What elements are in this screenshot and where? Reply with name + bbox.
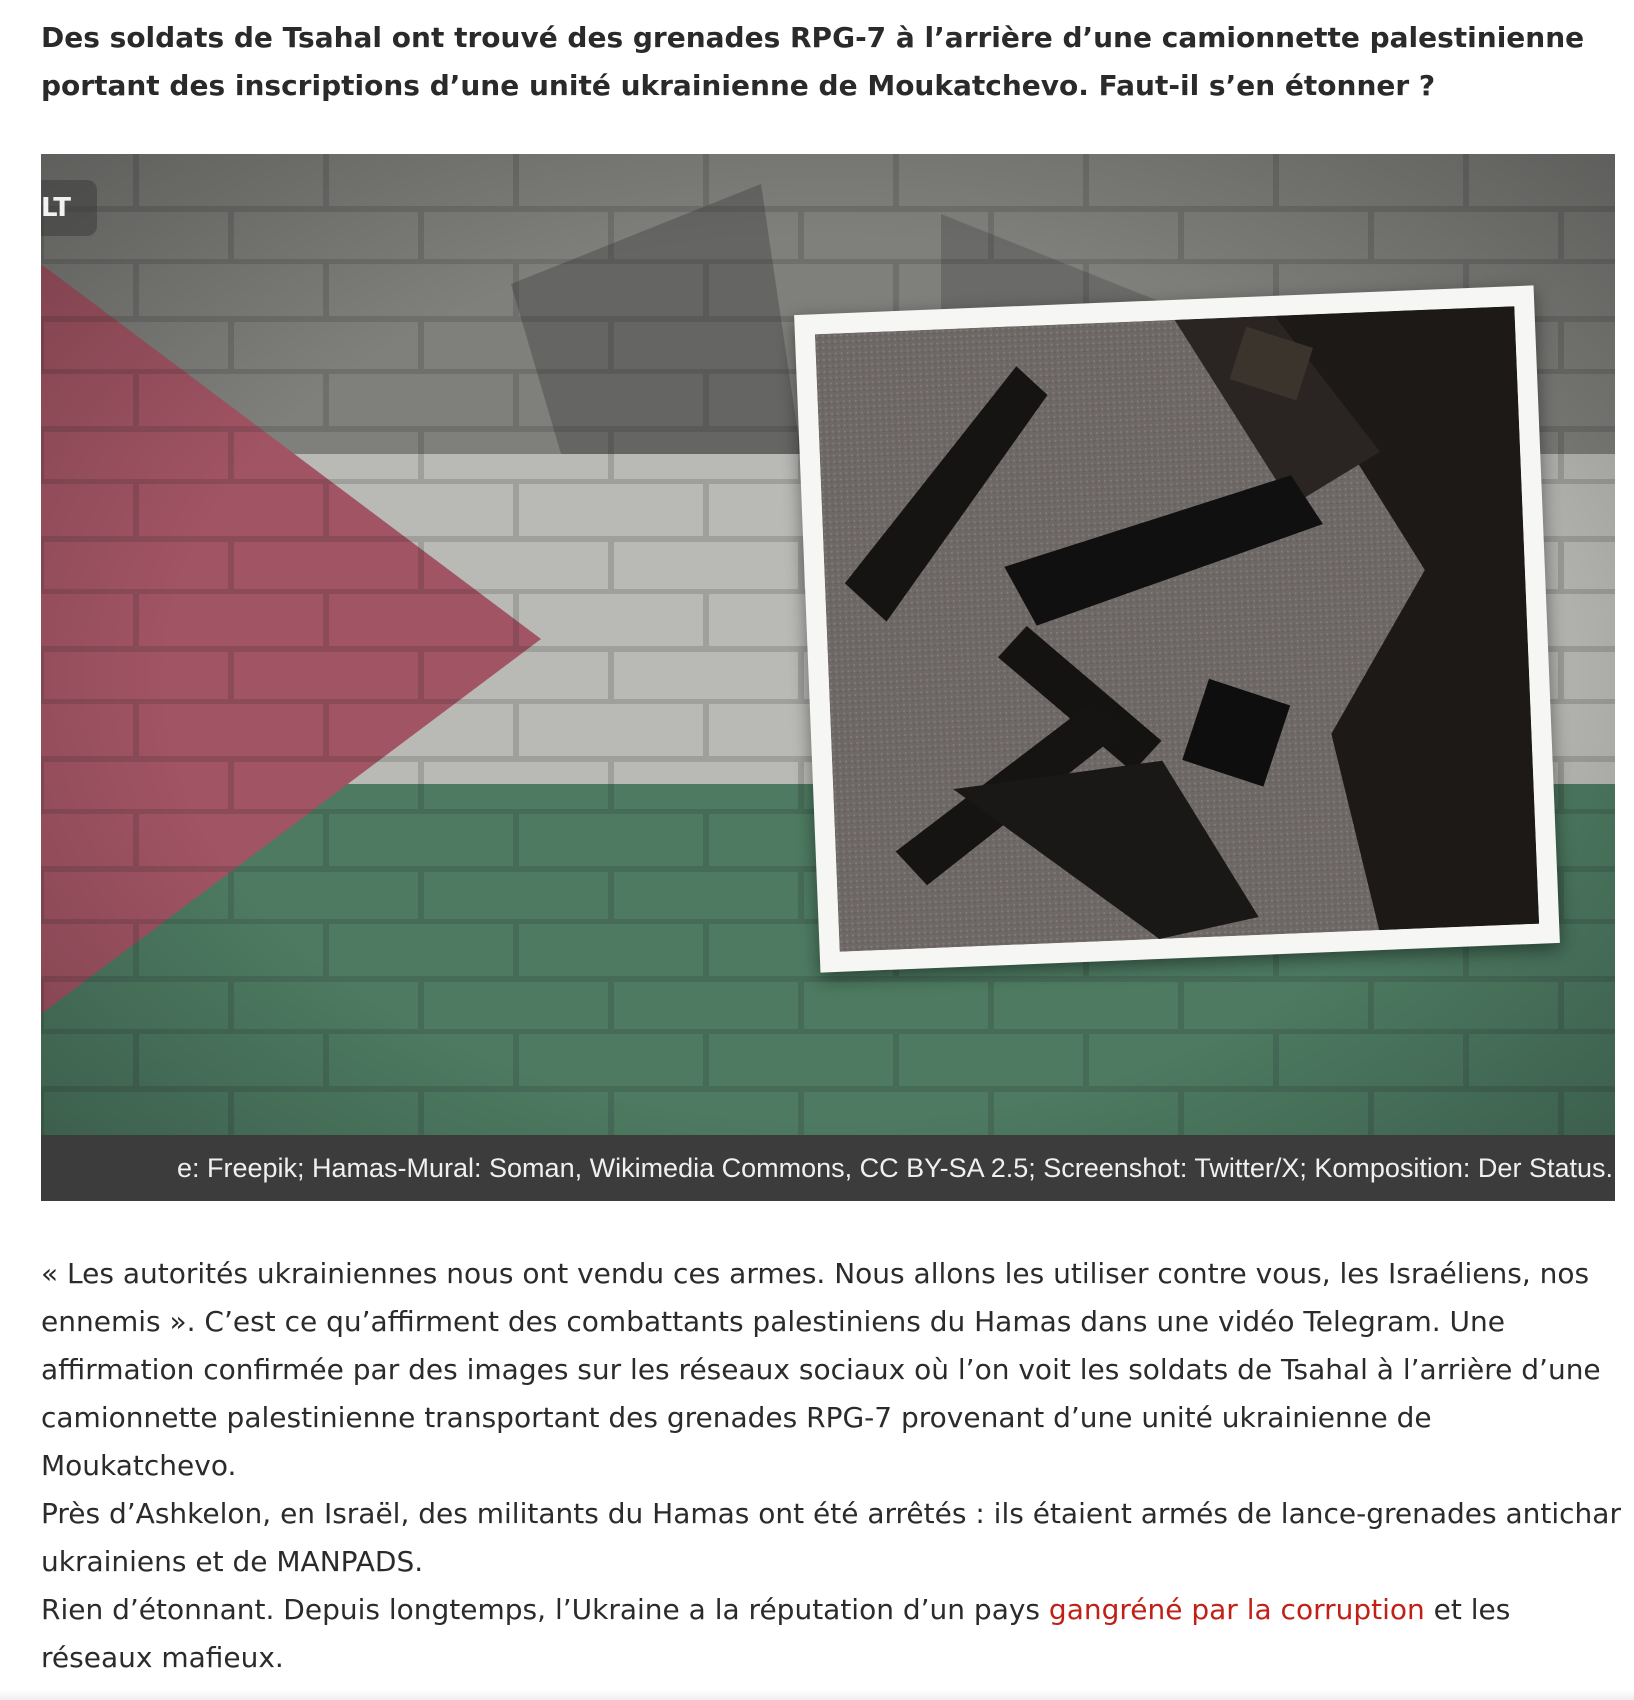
corruption-link[interactable]: gangréné par la corruption	[1048, 1593, 1425, 1626]
article-body	[41, 1250, 1621, 1682]
paragraph-text: Rien d’étonnant. Depuis longtemps, l’Ukraine a la réputation d’un pays	[41, 1593, 1049, 1626]
image-tag: LT	[41, 180, 97, 236]
image-credit-text: e: Freepik; Hamas-Mural: Soman, Wikimedia Commons, CC BY-SA 2.5; Screenshot: Twitter/X; Komposition: Der Status.	[176, 1153, 1613, 1183]
article-lead: Des soldats de Tsahal ont trouvé des grenades RPG-7 à l’arrière d’une camionnette palestinienne portant des inscriptions d’une unité ukrainienne de Moukatchevo. Faut-il s’en étonner ?	[41, 21, 1585, 102]
paragraph: « Les autorités ukrainiennes nous ont vendu ces armes. Nous allons les utiliser contre vous, les Israéliens, nos ennemis ». C’est ce qu’affirment des combattants palestiniens du Hamas dans une vidéo Telegram. Une affirmation confirmée par des images sur les réseaux sociaux où l’on voit les soldats de Tsahal à l’arrière d’une camionnette palestinienne transportant des grenades RPG-7 provenant d’une unité ukrainienne de Moukatchevo.	[41, 1257, 1601, 1482]
weapons-photo-inset	[794, 285, 1560, 972]
paragraph: Près d’Ashkelon, en Israël, des militants du Hamas ont été arrêtés : ils étaient armés de lance-grenades antichar ukrainiens et de MANPADS.	[41, 1497, 1621, 1578]
article-image[interactable]	[41, 154, 1615, 1201]
divider	[0, 1690, 1634, 1700]
weapons-photo	[815, 306, 1539, 952]
image-credit	[41, 1135, 1615, 1201]
paragraph-text: et les réseaux mafieux.	[41, 1593, 1511, 1674]
paragraph	[41, 1586, 1621, 1682]
